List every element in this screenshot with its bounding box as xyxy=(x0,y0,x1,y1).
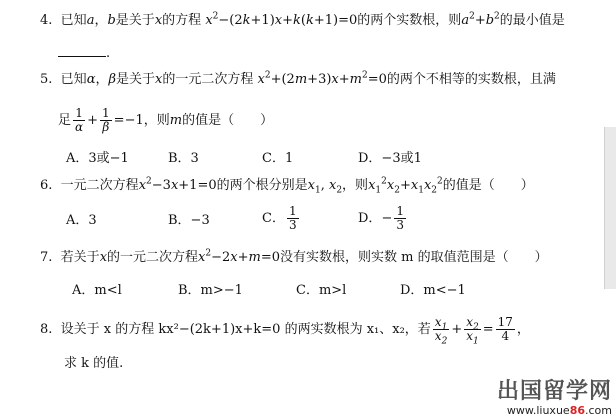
q6-option-a: A．3 xyxy=(66,213,97,228)
watermark-text: 出国留学网 xyxy=(496,379,612,404)
q6-option-d: D．− $\frac{1}{3}$ xyxy=(358,204,404,232)
question-4-blank: . xyxy=(58,44,110,63)
q7-option-c: C．m>l xyxy=(296,283,347,298)
fraction-1-beta: $\frac{1}{\beta}$ xyxy=(102,106,110,134)
q5-option-b: B．3 xyxy=(168,151,199,166)
q5-option-a: A．3或−1 xyxy=(66,151,129,166)
question-8-cont: 求 k 的值. xyxy=(64,356,124,371)
fraction-1-alpha: $\frac{1}{\alpha}$ xyxy=(75,106,84,134)
scrollbar[interactable] xyxy=(604,127,616,289)
question-5-cont: 足 $\frac{1}{\alpha}$ + $\frac{1}{\beta}$ =−1，则m的值是（ ） xyxy=(58,106,274,134)
question-8: 8. 设关于 x 的方程 kx²−(2k+1)x+k=0 的两实数根为 x₁、x₂，若 $\frac{x_1}{x_2}$ + $\frac{x_2}{x_1}$ = $\frac{17}{4}$ ， xyxy=(40,315,530,347)
q6-option-c: C． $\frac{1}{3}$ xyxy=(262,204,297,232)
q5-option-c: C．1 xyxy=(262,151,294,166)
q6-option-b: B．−3 xyxy=(168,213,210,228)
question-4: 4. 已知a，b是关于x的方程 $x^2-(2k+1)x+k(k+1)=0$的两个实数根，则$a^2+b^2$的最小值是 xyxy=(40,11,565,28)
watermark-url: www.liuxue86.com xyxy=(506,404,612,417)
q7-option-a: A．m<l xyxy=(72,283,122,298)
question-6: 6. 一元二次方程$x^2-3x+1=0$的两个根分别是$x_1$, $x_2$，则$x_1^2x_2+x_1x_2^2$的值是（ ） xyxy=(40,176,534,196)
watermark-logo xyxy=(497,380,612,417)
q7-option-d: D．m<−1 xyxy=(400,283,466,298)
q5-option-d: D．−3或1 xyxy=(358,151,422,166)
q7-option-b: B．m>−1 xyxy=(178,283,243,298)
question-5: 5. 已知α，β是关于x的一元二次方程 $x^2+(2m+3)x+m^2=0$的两个不相等的实数根，且满 xyxy=(40,70,556,87)
answer-blank xyxy=(58,44,106,57)
question-7: 7. 若关于x的一元二次方程$x^2-2x+m=0$没有实数根，则实数 m 的取值范围是（ ） xyxy=(40,248,548,265)
